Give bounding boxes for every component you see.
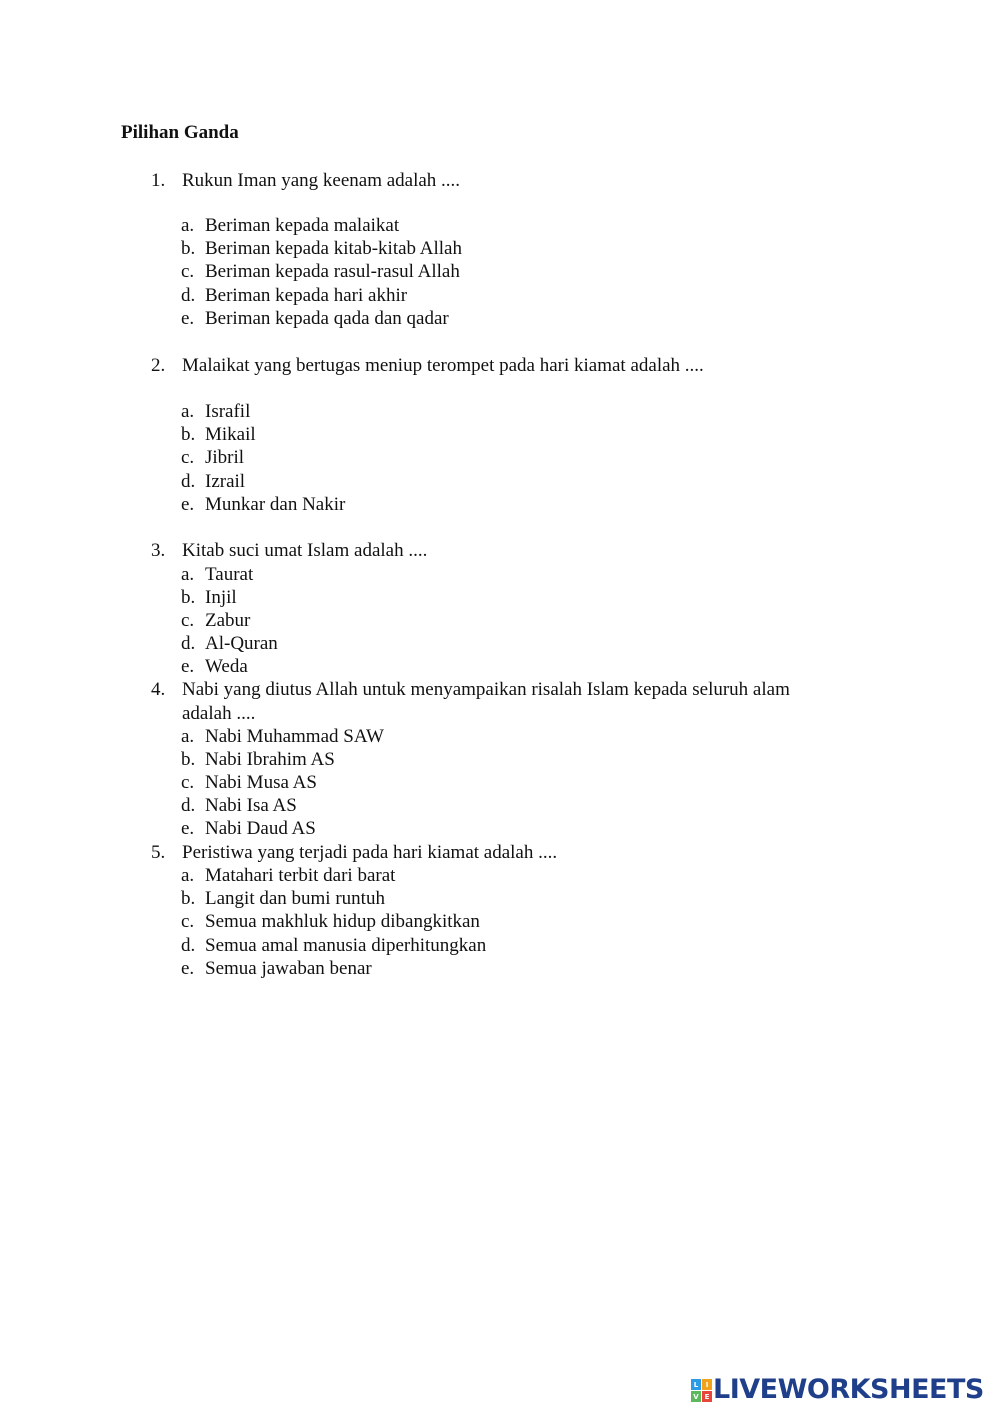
brand-watermark [691,1375,984,1405]
option-letter: e. [181,958,195,979]
option-letter: d. [181,935,196,956]
option-text: Munkar dan Nakir [205,494,346,515]
question-text: adalah .... [182,703,256,724]
question-text: Rukun Iman yang keenam adalah .... [182,170,461,191]
option-text: Nabi Ibrahim AS [205,749,335,770]
question-number: 4. [151,679,166,700]
option-letter: a. [181,215,195,236]
brand-logo-tile: I [702,1379,712,1390]
option-text: Beriman kepada malaikat [205,215,400,236]
option-text: Zabur [205,610,251,631]
option-text: Langit dan bumi runtuh [205,888,385,909]
option-text: Semua jawaban benar [205,958,372,979]
option-text: Nabi Muhammad SAW [205,726,384,747]
section-heading: Pilihan Ganda [121,122,239,143]
question-number: 3. [151,540,166,561]
option-letter: a. [181,865,195,886]
option-letter: d. [181,795,196,816]
option-text: Al-Quran [205,633,278,654]
option-letter: c. [181,911,195,932]
option-text: Weda [205,656,248,677]
option-letter: e. [181,818,195,839]
brand-logo-tile: E [702,1391,712,1402]
option-letter: d. [181,285,196,306]
option-text: Israfil [205,401,251,422]
option-text: Jibril [205,447,245,468]
option-text: Semua makhluk hidup dibangkitkan [205,911,480,932]
option-letter: b. [181,749,196,770]
option-letter: c. [181,772,195,793]
question-number: 5. [151,842,166,863]
option-text: Beriman kepada rasul-rasul Allah [205,261,460,282]
question-number: 2. [151,355,166,376]
option-text: Beriman kepada qada dan qadar [205,308,449,329]
option-letter: e. [181,656,195,677]
option-text: Beriman kepada kitab-kitab Allah [205,238,462,259]
option-letter: a. [181,401,195,422]
option-letter: c. [181,261,195,282]
option-letter: c. [181,447,195,468]
option-text: Injil [205,587,237,608]
option-text: Nabi Daud AS [205,818,316,839]
option-letter: a. [181,726,195,747]
option-text: Izrail [205,471,246,492]
option-letter: b. [181,424,196,445]
option-letter: d. [181,471,196,492]
option-text: Mikail [205,424,256,445]
question-text: Peristiwa yang terjadi pada hari kiamat adalah .... [182,842,558,863]
option-text: Semua amal manusia diperhitungkan [205,935,487,956]
option-text: Nabi Musa AS [205,772,317,793]
question-text: Nabi yang diutus Allah untuk menyampaikan risalah Islam kepada seluruh alam [182,679,790,700]
option-letter: b. [181,888,196,909]
option-text: Matahari terbit dari barat [205,865,396,886]
option-letter: d. [181,633,196,654]
question-text: Malaikat yang bertugas meniup terompet pada hari kiamat adalah .... [182,355,704,376]
question-text: Kitab suci umat Islam adalah .... [182,540,428,561]
brand-logo-tile: V [691,1391,701,1402]
option-letter: b. [181,238,196,259]
option-letter: e. [181,308,195,329]
option-text: Taurat [205,564,254,585]
option-letter: a. [181,564,195,585]
option-text: Beriman kepada hari akhir [205,285,408,306]
brand-logo-icon [691,1379,711,1401]
option-letter: b. [181,587,196,608]
question-number: 1. [151,170,166,191]
option-letter: e. [181,494,195,515]
brand-name: LIVEWORKSHEETS [713,1374,984,1405]
option-text: Nabi Isa AS [205,795,297,816]
option-letter: c. [181,610,195,631]
brand-logo-tile: L [691,1379,701,1390]
